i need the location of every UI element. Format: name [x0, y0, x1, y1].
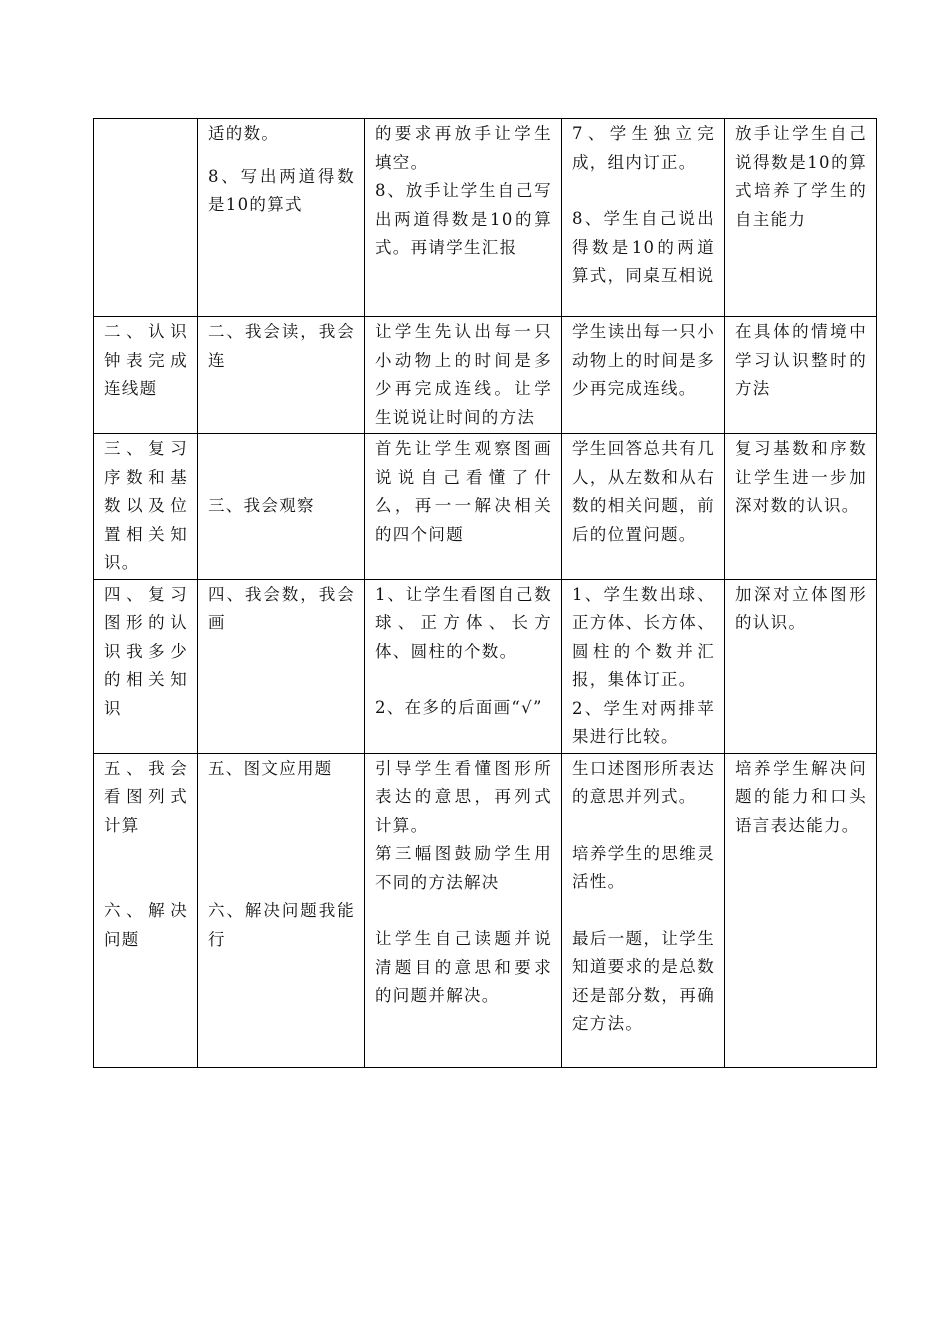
table-row	[94, 434, 877, 580]
table-cell-teacher	[365, 317, 562, 434]
cell-text: 六、解决问题我能行	[208, 901, 355, 949]
cell-text: 最后一题，让学生知道要求的是总数还是部分数，再确定方法。	[572, 928, 715, 1033]
table-cell-student	[562, 753, 725, 1067]
cell-text: 引导学生看懂图形所表达的意思，再列式计算。	[375, 758, 552, 835]
cell-text: 放手让学生自己说得数是10的算式培养了学生的自主能力	[735, 124, 867, 229]
table-cell-student	[562, 119, 725, 317]
cell-text: 三、复习序数和基数以及位置相关知识。	[104, 439, 188, 572]
cell-text: 让学生自己读题并说清题目的意思和要求的问题并解决。	[375, 929, 552, 1005]
cell-text: 培养学生解决问题的能力和口头语言表达能力。	[735, 758, 867, 835]
table-cell-section	[94, 579, 198, 753]
cell-text: 第三幅图鼓励学生用不同的方法解决	[375, 844, 552, 892]
table-cell-student	[562, 317, 725, 434]
table-cell-content	[198, 579, 365, 753]
cell-text: 四、复习图形的认识我多少的相关知识	[104, 584, 188, 718]
table-cell-teacher	[365, 753, 562, 1067]
table-cell-teacher	[365, 434, 562, 580]
cell-text: 的要求再放手让学生填空。	[375, 124, 552, 172]
cell-text: 1、让学生看图自己数球、正方体、长方体、圆柱的个数。	[375, 584, 552, 661]
cell-text: 四、我会数，我会画	[208, 584, 355, 632]
cell-text: 加深对立体图形的认识。	[735, 584, 867, 632]
cell-text: 让学生先认出每一只小动物上的时间是多少再完成连线。让学生说说让时间的方法	[375, 322, 552, 427]
table-row	[94, 579, 877, 753]
table-cell-purpose	[725, 434, 877, 580]
table-cell-content	[198, 317, 365, 434]
cell-text: 8、放手让学生自己写出两道得数是10的算式。再请学生汇报	[375, 181, 552, 257]
cell-text: 复习基数和序数让学生进一步加深对数的认识。	[735, 439, 867, 515]
table-cell-teacher	[365, 579, 562, 753]
table-cell-purpose	[725, 119, 877, 317]
cell-text: 二、认识钟表完成连线题	[104, 322, 188, 398]
table-cell-section	[94, 119, 198, 317]
cell-text: 培养学生的思维灵活性。	[572, 843, 715, 891]
table-row	[94, 753, 877, 1067]
table-cell-purpose	[725, 753, 877, 1067]
cell-text: 三、我会观察	[208, 496, 315, 515]
table-row	[94, 119, 877, 317]
table-cell-purpose	[725, 579, 877, 753]
table-cell-content	[198, 119, 365, 317]
cell-text: 二、我会读，我会连	[208, 322, 355, 370]
table-cell-content	[198, 434, 365, 580]
cell-text: 首先让学生观察图画说说自己看懂了什么，再一一解决相关的四个问题	[375, 439, 552, 544]
table-cell-section	[94, 317, 198, 434]
table-cell-teacher	[365, 119, 562, 317]
lesson-plan-table	[93, 118, 877, 1068]
cell-text: 7、学生独立完成，组内订正。	[572, 124, 715, 172]
cell-text: 生口述图形所表达的意思并列式。	[572, 758, 715, 806]
cell-text: 8、写出两道得数是10的算式	[208, 166, 355, 214]
table-row	[94, 317, 877, 434]
cell-text: 适的数。	[208, 124, 280, 143]
table-cell-student	[562, 579, 725, 753]
cell-text: 在具体的情境中学习认识整时的方法	[735, 322, 867, 398]
cell-text: 学生读出每一只小动物上的时间是多少再完成连线。	[572, 322, 715, 398]
cell-text: 五、图文应用题	[208, 758, 333, 778]
table-cell-section	[94, 753, 198, 1067]
cell-text: 1、学生数出球、正方体、长方体、圆柱的个数并汇报，集体订正。	[572, 584, 715, 689]
cell-text: 2、在多的后面画“√”	[375, 698, 543, 717]
table-cell-section	[94, 434, 198, 580]
cell-text: 五、我会看图列式计算	[104, 758, 188, 835]
table-cell-purpose	[725, 317, 877, 434]
cell-text: 2、学生对两排苹果进行比较。	[572, 698, 715, 746]
table-cell-content	[198, 753, 365, 1067]
table-cell-student	[562, 434, 725, 580]
cell-text: 8、学生自己说出得数是10的两道算式，同桌互相说	[572, 209, 715, 285]
cell-text: 学生回答总共有几人，从左数和从右数的相关问题，前后的位置问题。	[572, 439, 715, 544]
cell-text: 六、解决问题	[104, 901, 188, 949]
